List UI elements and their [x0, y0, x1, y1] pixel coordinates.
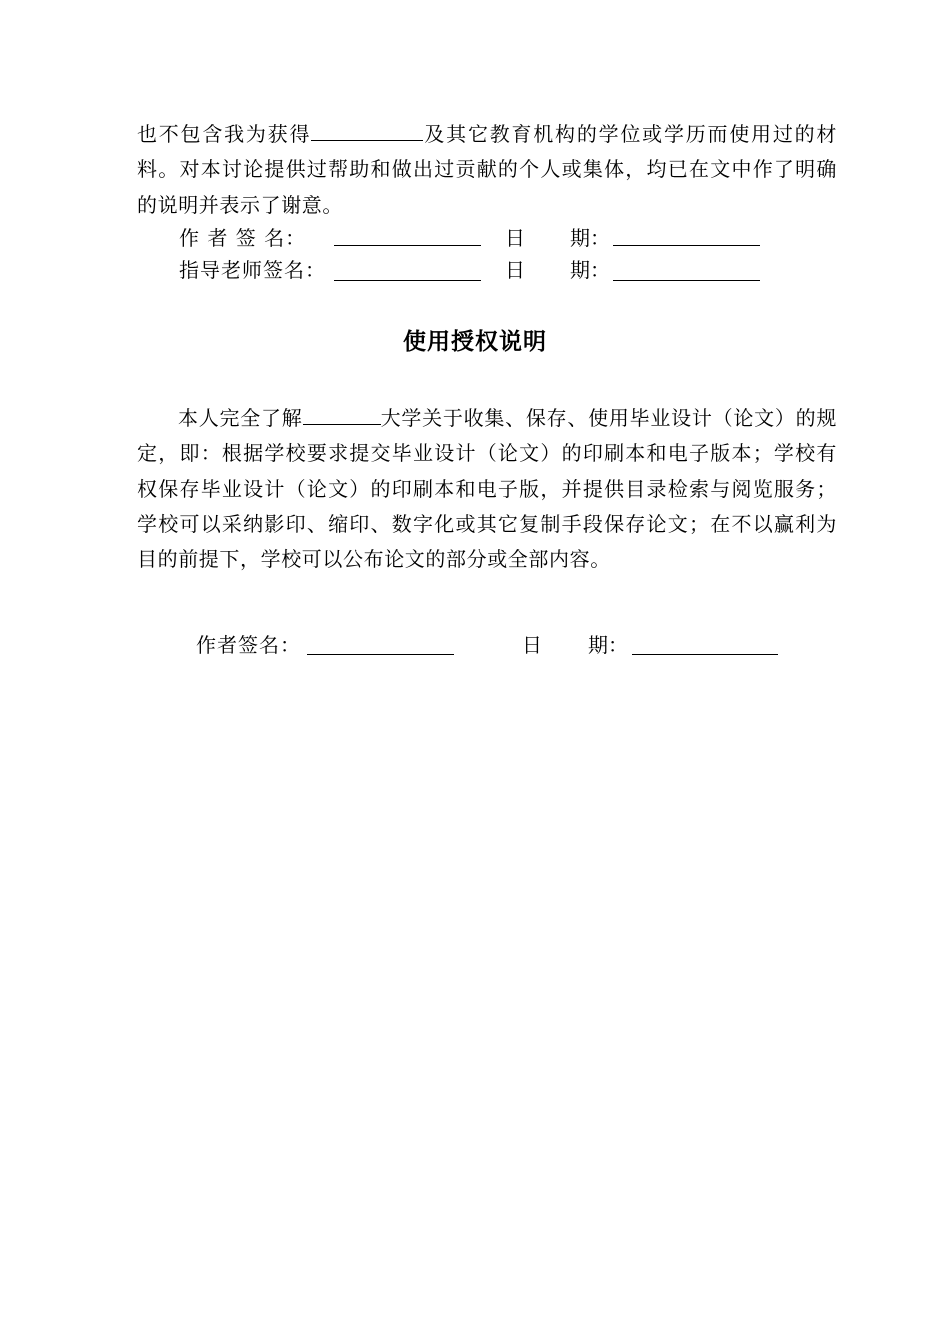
declaration-text-start: 也不包含我为获得 — [137, 122, 312, 146]
authorization-text-start: 本人完全了解 — [178, 406, 303, 430]
final-date-label-char-2: 期： — [588, 633, 628, 657]
advisor-signature-line — [334, 280, 481, 281]
date-label-char-1: 日 — [505, 226, 525, 250]
final-date-line — [632, 654, 778, 655]
final-author-signature-line — [307, 654, 454, 655]
authorization-paragraph — [137, 401, 837, 577]
authorization-text-rest: 大学关于收集、保存、使用毕业设计（论文）的规定，即：根据学校要求提交毕业设计（论文）的印刷本和电子版本；学校有权保存毕业设计（论文）的印刷本和电子版，并提供目录检索与阅览服务；学校可以采纳影印、缩印、数字化或其它复制手段保存论文；在不以赢利为目的前提下，学校可以公布论文的部分或全部内容。 — [137, 406, 837, 572]
declaration-paragraph — [137, 117, 837, 223]
author-signature-label: 作 者 签 名： — [179, 226, 307, 250]
university-blank — [303, 406, 381, 425]
advisor-date-label-char-2: 期： — [570, 258, 610, 282]
advisor-signature-label: 指导老师签名： — [179, 258, 326, 282]
advisor-date-label-char-1: 日 — [505, 258, 525, 282]
institution-blank — [311, 122, 423, 141]
date-label-char-2: 期： — [570, 226, 610, 250]
author-date-line — [613, 245, 760, 246]
final-date-label-char-1: 日 — [522, 633, 542, 657]
advisor-date-line — [613, 280, 760, 281]
declaration-text-rest: 及其它教育机构的学位或学历而使用过的材料。对本讨论提供过帮助和做出过贡献的个人或集体，均已在文中作了明确的说明并表示了谢意。 — [137, 122, 837, 217]
author-signature-line — [334, 245, 481, 246]
section-title: 使用授权说明 — [403, 329, 547, 355]
final-author-signature-label: 作者签名： — [196, 633, 301, 657]
